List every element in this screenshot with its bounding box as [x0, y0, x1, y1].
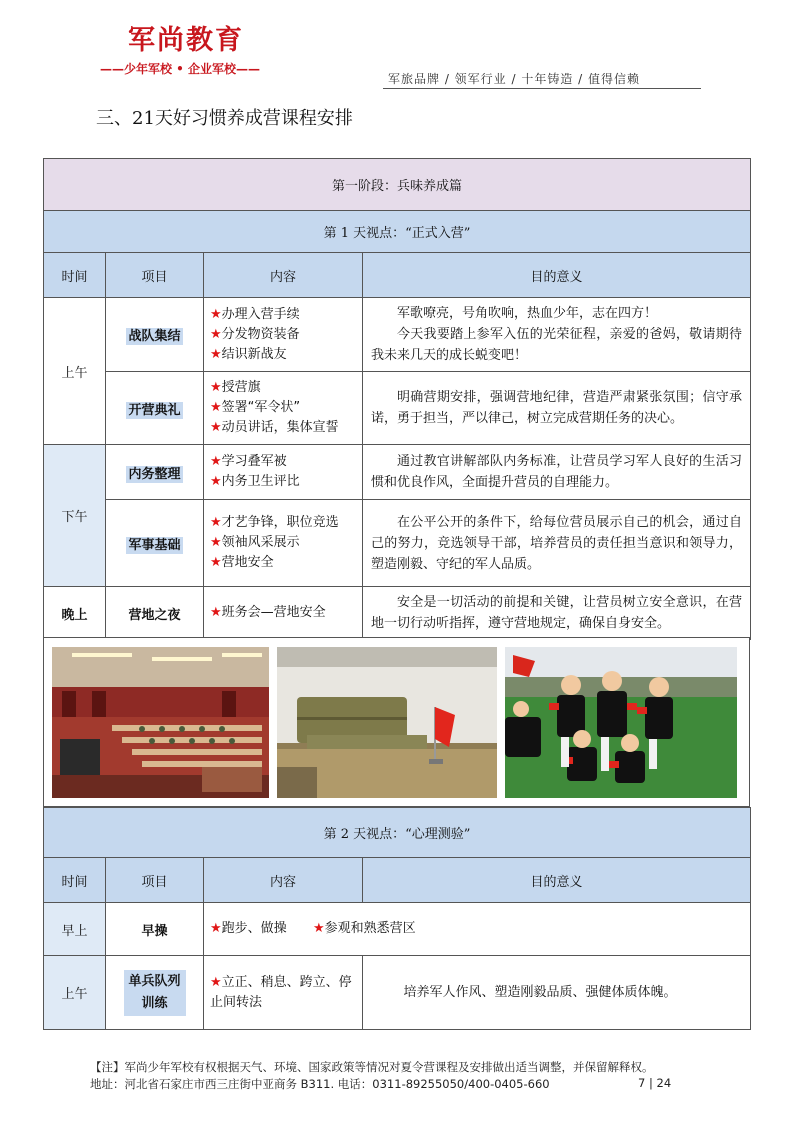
logo-title: 军尚教育 — [128, 25, 244, 56]
col-time: 时间 — [44, 858, 106, 903]
day-title-row — [44, 808, 751, 858]
list-item: ★授营旗 — [210, 380, 261, 395]
item-cell — [106, 372, 204, 445]
day2-title: 第 2 天视点：“心理测验” — [44, 808, 751, 858]
logo-subtitle: ——少年军校 • 企业军校—— — [100, 62, 261, 76]
content-text: 跑步、做操 — [221, 921, 287, 936]
column-header-row — [44, 858, 751, 903]
item-label: 营地之夜 — [128, 607, 181, 623]
header-divider — [383, 88, 701, 89]
col-content: 内容 — [204, 858, 363, 903]
purpose-text: 培养军人作风、塑造刚毅品质、强健体质体魄。 — [403, 985, 677, 1000]
star-icon: ★ — [210, 474, 222, 489]
star-icon: ★ — [210, 400, 222, 415]
list-item: ★办理入营手续 — [210, 306, 300, 322]
item-label: 内务整理 — [128, 466, 181, 482]
folded-quilt-photo — [277, 647, 497, 798]
item-cell — [106, 587, 204, 640]
footer-note: 【注】军尚少年军校有权根据天气、环境、国家政策等情况对夏令营课程及安排做出适当调整，并保留解释权。 — [90, 1060, 654, 1074]
time-afternoon: 下午 — [44, 445, 106, 587]
table-row — [44, 298, 751, 372]
table-row — [44, 903, 751, 956]
time-morning: 上午 — [44, 956, 106, 1030]
item-cell — [106, 445, 204, 500]
list-item: ★领袖风采展示 — [210, 535, 300, 550]
list-item: ★内务卫生评比 — [210, 474, 300, 489]
header-tagline: 军旅品牌 / 领军行业 / 十年铸造 / 值得信赖 — [388, 72, 641, 86]
item-label: 军事基础 — [128, 537, 181, 553]
col-item: 项目 — [106, 253, 204, 298]
column-header-row — [44, 253, 751, 298]
item-cell — [106, 500, 204, 587]
purpose-text: 在公平公开的条件下，给每位营员展示自己的机会，通过自己的努力，竞选领导干部，培养营员的责任担当意识和领导力，塑造刚毅、守纪的军人品质。 — [371, 514, 743, 572]
col-content: 内容 — [204, 253, 363, 298]
item-label: 战队集结 — [128, 329, 181, 344]
day1-schedule-table — [43, 158, 751, 640]
content-cell — [204, 372, 363, 445]
list-item: ★分发物资装备 — [210, 326, 300, 342]
star-icon: ★ — [312, 921, 325, 936]
star-icon: ★ — [210, 605, 222, 620]
item-cell — [106, 903, 204, 956]
table-row — [44, 956, 751, 1030]
content-cell — [204, 500, 363, 587]
content-cell — [204, 956, 363, 1030]
item-label: 开营典礼 — [128, 402, 181, 418]
purpose-text: 通过教官讲解部队内务标准，让营员学习军人良好的生活习惯和优良作风，全面提升营员的自理能力。 — [371, 454, 743, 490]
star-icon: ★ — [210, 380, 222, 395]
star-icon: ★ — [210, 515, 222, 530]
item-cell — [106, 956, 204, 1030]
list-item: ★班务会—营地安全 — [210, 605, 326, 620]
item-label: 早操 — [141, 923, 168, 939]
list-item: ★营地安全 — [210, 555, 274, 570]
purpose-text: 安全是一切活动的前提和关键，让营员树立安全意识，在营地一切行动听指挥，遵守营地规定，确保自身安全。 — [371, 595, 743, 631]
day-title-row — [44, 211, 751, 253]
star-icon: ★ — [210, 346, 222, 362]
day2-schedule-table — [43, 807, 751, 1030]
purpose-cell — [363, 445, 751, 500]
page-number: 7 | 24 — [638, 1076, 672, 1090]
day1-title: 第 1 天视点：“正式入营” — [44, 211, 751, 253]
stage-title: 第一阶段：兵味养成篇 — [44, 159, 751, 211]
time-evening: 晚上 — [44, 587, 106, 640]
purpose-text: 明确营期安排，强调营地纪律，营造严肃紧张氛围；信守承诺，勇于担当，严以律己，树立完成营期任务的决心。 — [371, 390, 743, 426]
photo-strip — [43, 637, 750, 807]
star-icon: ★ — [210, 454, 222, 469]
star-icon: ★ — [210, 326, 222, 342]
purpose-cell — [363, 500, 751, 587]
table-row — [44, 500, 751, 587]
col-item: 项目 — [106, 858, 204, 903]
content-text: 立正、稍息、跨立、停止间转法 — [210, 974, 352, 1010]
purpose-text: 今天我要踏上参军入伍的光荣征程，亲爱的爸妈，敬请期待我未来几天的成长蜕变吧！ — [371, 327, 743, 363]
content-cell — [204, 587, 363, 640]
col-purpose: 目的意义 — [363, 858, 751, 903]
col-purpose: 目的意义 — [363, 253, 751, 298]
content-text: 参观和熟悉营区 — [324, 921, 416, 936]
star-icon: ★ — [210, 974, 222, 990]
list-item: ★结识新战友 — [210, 346, 287, 362]
star-icon: ★ — [210, 921, 222, 936]
stage-title-row — [44, 159, 751, 211]
table-row — [44, 587, 751, 640]
content-cell — [204, 298, 363, 372]
list-item: ★才艺争锋，职位竞选 — [210, 515, 339, 530]
purpose-cell — [363, 956, 751, 1030]
auditorium-photo — [52, 647, 269, 798]
list-item: ★签署“军令状” — [210, 400, 301, 415]
table-row — [44, 445, 751, 500]
time-morning: 上午 — [44, 298, 106, 445]
star-icon: ★ — [210, 306, 222, 322]
content-cell — [204, 903, 751, 956]
campers-group-photo — [505, 647, 737, 798]
star-icon: ★ — [210, 535, 222, 550]
star-icon: ★ — [210, 555, 222, 570]
item-cell — [106, 298, 204, 372]
purpose-cell — [363, 587, 751, 640]
item-label: 单兵队列训练 — [124, 970, 186, 1016]
purpose-cell — [363, 298, 751, 372]
content-cell — [204, 445, 363, 500]
star-icon: ★ — [210, 420, 222, 435]
purpose-text: 军歌嘹亮，号角吹响，热血少年，志在四方！ — [397, 306, 658, 321]
col-time: 时间 — [44, 253, 106, 298]
list-item: ★动员讲话，集体宣誓 — [210, 420, 339, 435]
list-item: ★学习叠军被 — [210, 454, 287, 469]
purpose-cell — [363, 372, 751, 445]
section-title: 三、21天好习惯养成营课程安排 — [96, 108, 353, 129]
brand-logo — [100, 26, 280, 77]
footer-address: 地址：河北省石家庄市西三庄街中亚商务 B311. 电话：0311-89255050/400-0405-660 — [90, 1077, 550, 1091]
table-row — [44, 372, 751, 445]
time-early: 早上 — [44, 903, 106, 956]
